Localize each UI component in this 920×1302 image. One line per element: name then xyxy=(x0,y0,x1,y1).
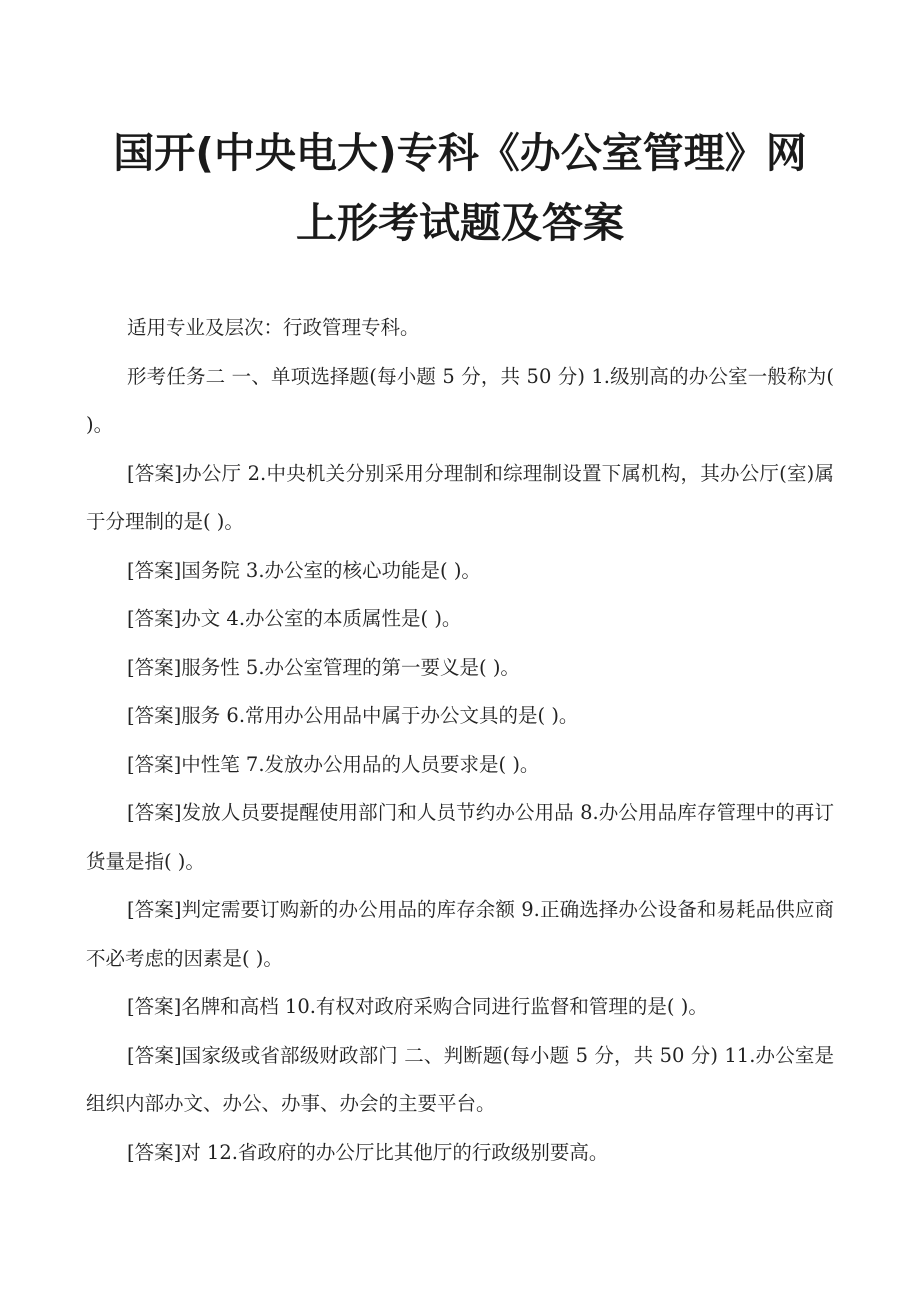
paragraph-answer-3: [答案]办文 4.办公室的本质属性是( )。 xyxy=(127,607,462,630)
paragraph-answer-5: [答案]服务 6.常用办公用品中属于办公文具的是( )。 xyxy=(127,704,579,727)
paragraph-answer-4: [答案]服务性 5.办公室管理的第一要义是( )。 xyxy=(127,655,520,679)
paragraph-scope: 适用专业及层次：行政管理专科。 xyxy=(127,316,420,339)
paragraph-answer-11: [答案]对 12.省政府的办公厅比其他厅的行政级别要高。 xyxy=(127,1140,609,1164)
paragraph-question-1: 形考任务二 一、单项选择题(每小题 5 分，共 50 分) 1.级别高的办公室一般称为( )。 xyxy=(86,364,834,436)
paragraph-answer-10: [答案]国家级或省部级财政部门 二、判断题(每小题 5 分，共 50 分) 11.办公室是组织内部办文、办公、办事、办会的主要平台。 xyxy=(86,1043,834,1115)
title-line-1: 国开(中央电大)专科《办公室管理》网 xyxy=(113,129,807,177)
paragraph-answer-9: [答案]名牌和高档 10.有权对政府采购合同进行监督和管理的是( )。 xyxy=(127,995,708,1018)
paragraph-answer-1: [答案]办公厅 2.中央机关分别采用分理制和综理制设置下属机构，其办公厅(室)属于分理制的是( )。 xyxy=(86,461,834,533)
paragraph-answer-8: [答案]判定需要订购新的办公用品的库存余额 9.正确选择办公设备和易耗品供应商不必考虑的因素是( )。 xyxy=(86,898,834,970)
paragraph-answer-7: [答案]发放人员要提醒使用部门和人员节约办公用品 8.办公用品库存管理中的再订货量是指( )。 xyxy=(86,801,834,873)
paragraph-answer-6: [答案]中性笔 7.发放办公用品的人员要求是( )。 xyxy=(127,752,540,776)
title-line-2: 上形考试题及答案 xyxy=(296,199,624,247)
paragraph-answer-2: [答案]国务院 3.办公室的核心功能是( )。 xyxy=(127,558,481,582)
document-title xyxy=(86,118,834,258)
